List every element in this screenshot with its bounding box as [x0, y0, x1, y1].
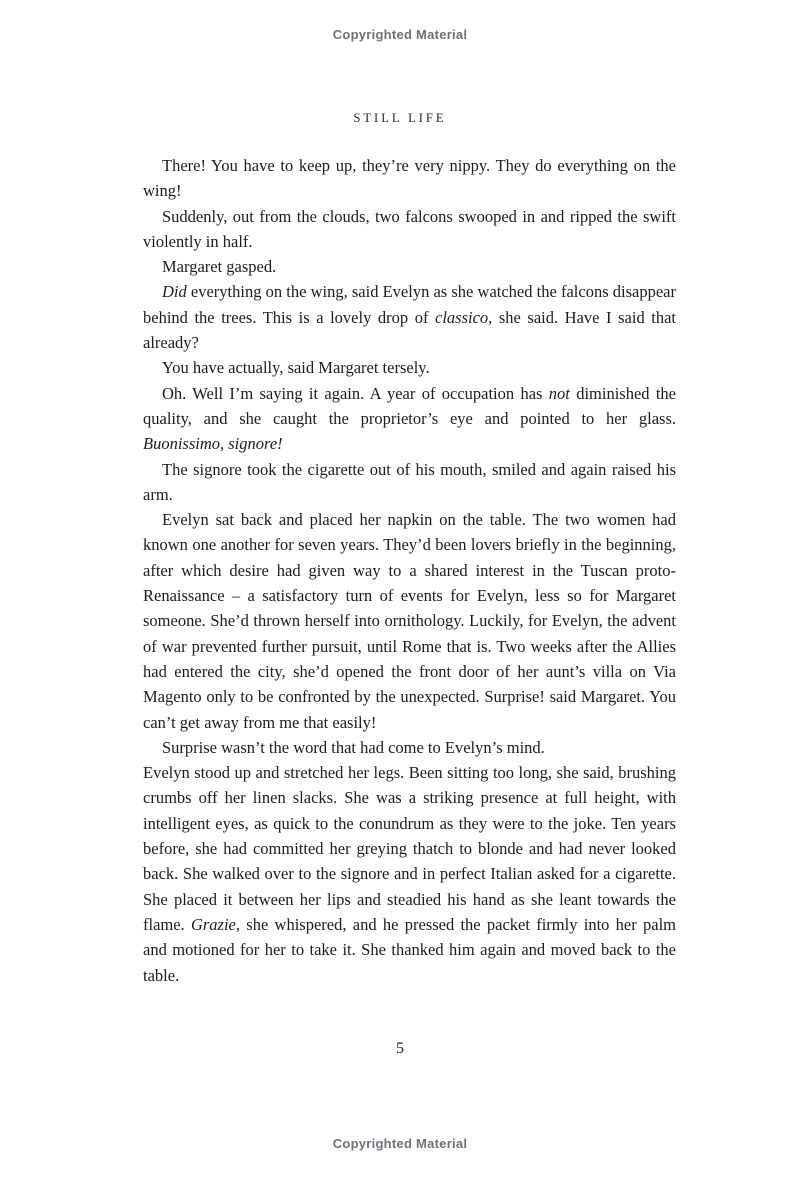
- italic-text: Did: [162, 282, 187, 302]
- text-run: , she whispered, and he pressed the packet firmly into her palm and motioned for her to take it. She thanked him again and moved back to the table.: [143, 914, 677, 985]
- copyright-watermark-top: Copyrighted Material: [332, 27, 468, 42]
- text-run: Evelyn stood up and stretched her legs. Been sitting too long, she said, brushing crumbs off her linen slacks. She was a striking presence at full height, with intelligent eyes, as quick to the conundrum as they were to the joke. Ten years before, she had committed her greying thatch to blonde and had never looked back. She walked over to the signore and in perfect Italian asked for a cigarette. She placed it between her lips and steadied his hand as she leant towards the flame.: [143, 763, 676, 934]
- text-run: Oh. Well I’m saying it again. A year of occupation has: [162, 383, 549, 403]
- text-run: Surprise wasn’t the word that had come to Evelyn’s mind.: [162, 737, 545, 757]
- text-run: There! You have to keep up, they’re very nippy. They do everything on the wing!: [143, 156, 676, 201]
- italic-text: not: [548, 383, 570, 403]
- paragraph: [143, 760, 676, 988]
- text-run: Margaret gasped.: [162, 257, 277, 277]
- italic-text: Grazie: [190, 914, 236, 934]
- paragraph: [143, 457, 676, 508]
- italic-text: Buonissimo, signore!: [143, 434, 283, 454]
- paragraph: [143, 204, 676, 255]
- page-body-text: [143, 153, 676, 988]
- text-run: You have actually, said Margaret tersely.: [162, 358, 430, 378]
- text-run: The signore took the cigarette out of his mouth, smiled and again raised his arm.: [143, 459, 676, 504]
- text-run: diminished the quality, and she caught the proprietor’s eye and pointed to her glass.: [143, 383, 676, 428]
- text-run: Suddenly, out from the clouds, two falcons swooped in and ripped the swift violently in half.: [143, 206, 676, 251]
- paragraph: [143, 254, 676, 279]
- running-header-title: STILL LIFE: [353, 111, 447, 125]
- italic-text: classico: [435, 307, 489, 327]
- paragraph: [143, 381, 676, 457]
- copyright-watermark-bottom: Copyrighted Material: [332, 1136, 468, 1151]
- text-run: , she said. Have I said that already?: [143, 307, 676, 353]
- paragraph: [143, 153, 676, 204]
- paragraph: [143, 735, 676, 760]
- paragraph: [143, 279, 676, 355]
- paragraph: [143, 355, 676, 380]
- paragraph: [143, 507, 676, 735]
- text-run: Evelyn sat back and placed her napkin on the table. The two women had known one another for seven years. They’d been lovers briefly in the beginning, after which desire had given way to a shared interest in the Tuscan proto-Renaissance – a satisfactory turn of events for Evelyn, less so for Margaret someone. She’d thrown herself into ornithology. Luckily, for Evelyn, the advent of war prevented further pursuit, until Rome that is. Two weeks after the Allies had entered the city, she’d opened the front door of her aunt’s villa on Via Magento only to be confronted by the unexpected. Surprise! said Margaret. You can’t get away from me that easily!: [143, 510, 676, 732]
- page-number: 5: [396, 1040, 404, 1057]
- text-run: everything on the wing, said Evelyn as she watched the falcons disappear behind the trees. This is a lovely drop of: [143, 282, 676, 327]
